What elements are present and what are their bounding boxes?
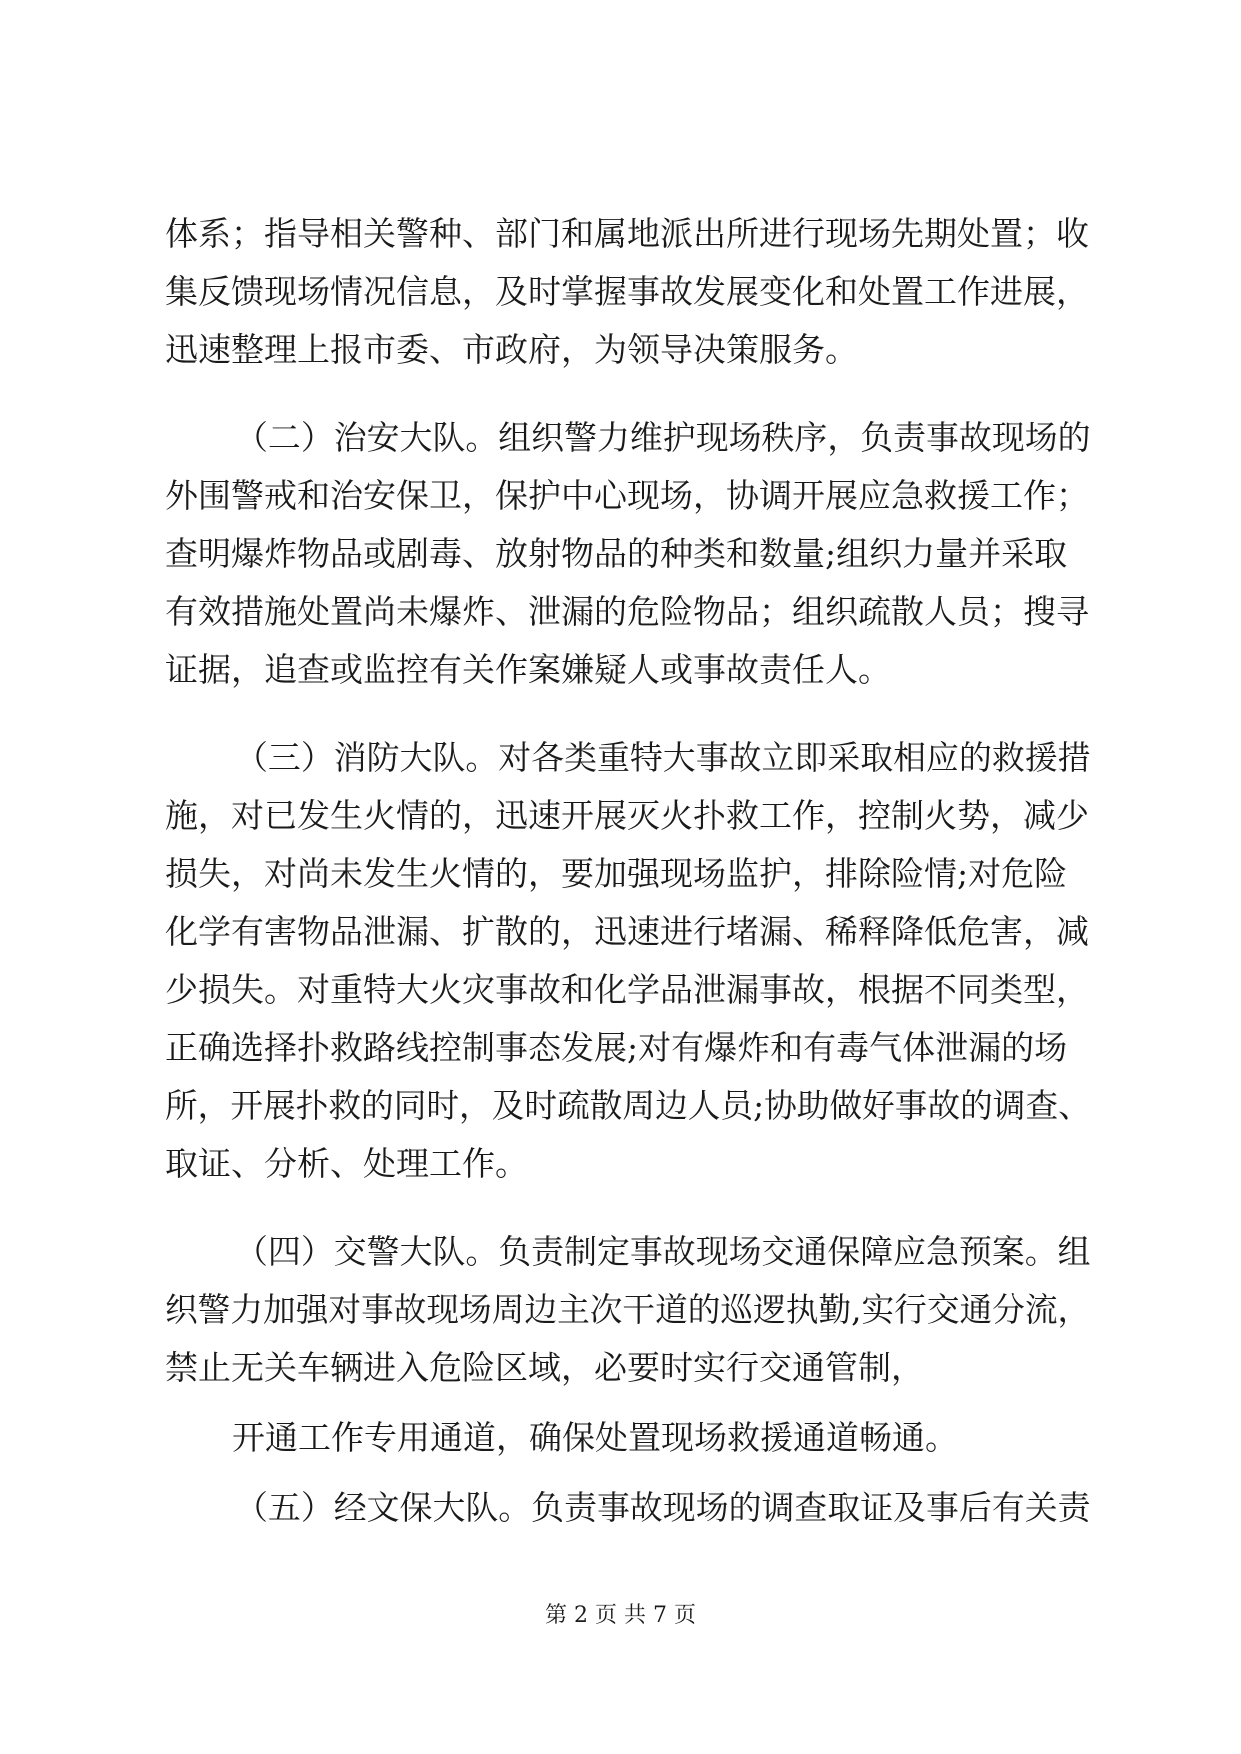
text-line: 体系；指导相关警种、部门和属地派出所进行现场先期处置；收	[165, 214, 1089, 253]
text-line: 少损失。对重特大火灾事故和化学品泄漏事故，根据不同类型，	[165, 970, 1089, 1009]
text-line: 施，对已发生火情的，迅速开展灭火扑救工作，控制火势，减少	[165, 796, 1089, 835]
text-line: 开通工作专用通道，确保处置现场救援通道畅通。	[232, 1418, 958, 1457]
text-line: 迅速整理上报市委、市政府，为领导决策服务。	[165, 330, 858, 369]
text-line: 禁止无关车辆进入危险区域，必要时实行交通管制，	[165, 1348, 924, 1387]
paragraph-heading-line: （四）交警大队。负责制定事故现场交通保障应急预案。组	[235, 1232, 1091, 1271]
paragraph-heading-line: （二）治安大队。组织警力维护现场秩序，负责事故现场的	[235, 418, 1091, 457]
text-line: 正确选择扑救路线控制事态发展;对有爆炸和有毒气体泄漏的场	[165, 1028, 1068, 1067]
text-line: 所，开展扑救的同时，及时疏散周边人员;协助做好事故的调查、	[165, 1087, 1091, 1125]
text-line: 有效措施处置尚未爆炸、泄漏的危险物品；组织疏散人员；搜寻	[165, 592, 1089, 631]
text-line: 化学有害物品泄漏、扩散的，迅速进行堵漏、稀释降低危害，减	[165, 912, 1089, 951]
text-line: 集反馈现场情况信息，及时掌握事故发展变化和处置工作进展，	[165, 272, 1089, 311]
paragraph-heading-line: （三）消防大队。对各类重特大事故立即采取相应的救援措	[235, 738, 1091, 777]
text-line: 织警力加强对事故现场周边主次干道的巡逻执勤,实行交通分流，	[165, 1291, 1091, 1329]
text-line: 损失，对尚未发生火情的，要加强现场监护，排除险情;对危险	[165, 854, 1068, 893]
text-line: 查明爆炸物品或剧毒、放射物品的种类和数量;组织力量并采取	[165, 534, 1068, 573]
text-line: 取证、分析、处理工作。	[165, 1144, 528, 1183]
text-line: 外围警戒和治安保卫，保护中心现场，协调开展应急救援工作；	[165, 476, 1089, 515]
paragraph-heading-line: （五）经文保大队。负责事故现场的调查取证及事后有关责	[235, 1488, 1091, 1527]
text-line: 证据，追查或监控有关作案嫌疑人或事故责任人。	[165, 650, 891, 689]
page-number-footer: 第 2 页 共 7 页	[545, 1603, 696, 1628]
